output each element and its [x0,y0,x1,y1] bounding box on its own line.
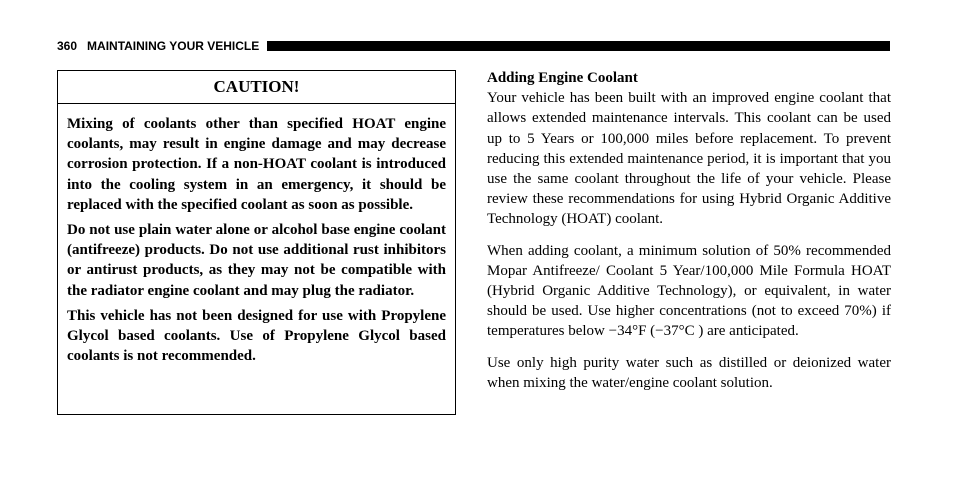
page-header [57,38,890,54]
caution-paragraph-mixing: Mixing of coolants other than specified HOAT engine coolants, may result in engine damage and may decrease corrosion protection. If a non-HOAT coolant is introduced into the cooling system in an emergency, it should be replaced with the specified coolant as soon as possible. [67,116,446,213]
main-column [487,68,891,404]
header-rule [267,41,890,51]
section-title: MAINTAINING YOUR VEHICLE [87,39,260,53]
page-number: 360 [57,39,78,53]
caution-box [57,70,456,415]
paragraph-water-purity: Use only high purity water such as distilled or deionized water when mixing the water/engine coolant solution. [487,354,891,391]
paragraph-intro: Your vehicle has been built with an improved engine coolant that allows extended maintenance intervals. This coolant can be used up to 5 Years or 100,000 miles before replacement. To prevent reducing this extended maintenance period, it is important that you use the same coolant throughout the life of your vehicle. Please review these recommendations for using Hybrid Organic Additive Technology (HOAT) coolant. [487,90,891,228]
section-heading: Adding Engine Coolant [487,70,638,86]
caution-paragraph-propylene: This vehicle has not been designed for use with Propylene Glycol based coolants. Use of Propylene Glycol based coolants is not recommended. [67,307,446,365]
paragraph-mixture: When adding coolant, a minimum solution of 50% recommended Mopar Antifreeze/ Coolant 5 Year/100,000 Mile Formula HOAT (Hybrid Organic Additive Technology), or equivalent, in water should be used. Use higher concentrations (not to exceed 70%) if temperatures below −34°F (−37°C ) are anticipated. [487,242,891,340]
caution-paragraph-water: Do not use plain water alone or alcohol base engine coolant (antifreeze) products. Do not use additional rust inhibitors or antirust products, as they may not be compatible with the radiator engine coolant and may plug the radiator. [67,222,446,299]
caution-body [58,104,455,366]
caution-title: CAUTION! [58,71,455,104]
